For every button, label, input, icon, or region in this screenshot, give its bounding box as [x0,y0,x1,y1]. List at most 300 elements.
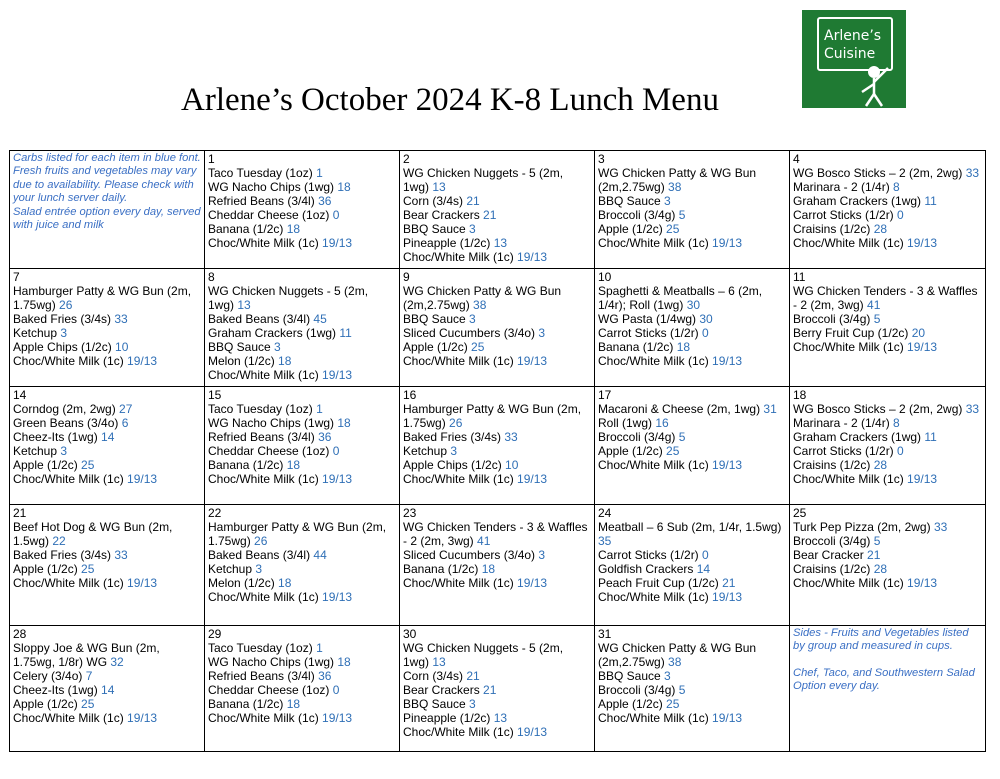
menu-item [13,562,202,576]
day-cell [595,269,790,387]
carb-count: 3 [538,326,546,340]
day-cell [790,151,986,269]
menu-item [208,354,397,368]
menu-item-name: Choc/White Milk (1c) [793,340,908,354]
carb-count: 13 [493,711,508,725]
menu-item-name: Cheez-Its (1wg) [13,430,102,444]
carb-count: 19/13 [322,472,353,486]
menu-item [13,548,202,562]
day-number: 15 [208,388,222,402]
carb-count: 21 [466,194,480,208]
menu-item [403,340,592,354]
menu-item [13,472,202,486]
menu-item-name: Choc/White Milk (1c) [598,711,713,725]
carb-count: 26 [449,416,463,430]
menu-item-name: Refried Beans (3/4l) [208,430,319,444]
carb-count: 11 [339,326,352,340]
menu-item-name: Apple (1/2c) [13,458,82,472]
lunch-menu-calendar [9,150,986,752]
menu-item-name: Marinara - 2 (1/4r) [793,416,894,430]
carb-count: 19/13 [127,472,158,486]
menu-item-name: Beef Hot Dog & WG Bun (2m, 1.5wg) [13,520,173,548]
menu-item [403,222,592,236]
menu-item-name: BBQ Sauce [598,669,665,683]
menu-item-name: Banana (1/2c) [598,340,677,354]
carb-count: 33 [504,430,518,444]
menu-item-name: Choc/White Milk (1c) [208,368,323,382]
carb-count: 20 [911,326,926,340]
menu-item-name: Bear Crackers [403,208,484,222]
day-number: 18 [793,388,807,402]
menu-item [598,548,787,562]
menu-item [403,458,592,472]
carb-count: 19/13 [907,472,938,486]
menu-item [208,444,397,458]
menu-item [13,354,202,368]
carb-count: 13 [432,655,446,669]
day-number: 31 [598,627,612,641]
menu-item-name: Goldfish Crackers [598,562,697,576]
menu-item [13,312,202,326]
carb-count: 41 [477,534,491,548]
menu-item-name: Graham Crackers (1wg) [208,326,340,340]
carb-count: 18 [286,222,301,236]
menu-item-name: Corndog (2m, 2wg) [13,402,120,416]
menu-item-name: Cheddar Cheese (1oz) [208,208,333,222]
menu-item [208,402,397,416]
menu-item-name: Taco Tuesday (1oz) [208,641,317,655]
menu-item-name: Ketchup [208,562,256,576]
day-number: 1 [208,152,215,166]
menu-item-name: WG Chicken Nuggets - 5 (2m, 1wg) [403,166,564,194]
day-number: 16 [403,388,417,402]
day-cell [400,626,595,752]
logo-text-line1: Arlene’s [824,28,882,44]
carb-count: 21 [483,208,497,222]
day-cell [400,505,595,626]
week-row [10,626,986,752]
menu-item [13,326,202,340]
menu-item-name: WG Bosco Sticks – 2 (2m, 2wg) [793,166,966,180]
menu-item [403,354,592,368]
carb-count: 35 [598,534,612,548]
day-number: 17 [598,388,612,402]
menu-item [208,520,397,548]
menu-item [793,472,983,486]
menu-item [793,444,983,458]
menu-item [208,368,397,382]
carb-count: 0 [897,208,904,222]
menu-item-name: WG Chicken Tenders - 3 & Waffles - 2 (2m, 3wg) [793,284,978,312]
carb-count: 21 [483,683,497,697]
carb-count: 19/13 [712,458,743,472]
carb-count: 19/13 [127,711,158,725]
menu-item-name: Bear Crackers [403,683,484,697]
menu-item [403,472,592,486]
menu-item [403,669,592,683]
day-cell [400,269,595,387]
carb-count: 8 [893,180,900,194]
carb-count: 18 [481,562,496,576]
menu-item-name: Choc/White Milk (1c) [598,458,713,472]
menu-item-name: Ketchup [13,326,61,340]
menu-item [793,562,983,576]
menu-item [208,458,397,472]
carb-count: 10 [505,458,519,472]
carb-count: 36 [318,669,332,683]
day-cell [205,269,400,387]
menu-item-name: Berry Fruit Cup (1/2c) [793,326,912,340]
menu-item [598,590,787,604]
menu-item [13,416,202,430]
week-row [10,151,986,269]
carb-count: 33 [965,166,980,180]
carb-count: 18 [286,458,301,472]
menu-item [208,208,397,222]
carb-count: 33 [933,520,948,534]
carb-count: 3 [664,669,671,683]
menu-item [208,562,397,576]
menu-item [793,416,983,430]
carb-count: 13 [432,180,446,194]
menu-item-name: Sliced Cucumbers (3/4o) [403,548,539,562]
menu-item-name: Banana (1/2c) [403,562,482,576]
menu-item [598,354,787,368]
menu-item-name: Choc/White Milk (1c) [403,576,518,590]
menu-item-name: Choc/White Milk (1c) [403,472,518,486]
menu-item-name: Meatball – 6 Sub (2m, 1/4r, 1.5wg) [598,520,782,534]
carb-count: 44 [313,548,327,562]
menu-item-name: WG Nacho Chips (1wg) [208,655,338,669]
carb-count: 3 [664,194,671,208]
menu-item-name: BBQ Sauce [208,340,275,354]
carb-count: 25 [471,340,485,354]
menu-item [793,458,983,472]
menu-item-name: WG Bosco Sticks – 2 (2m, 2wg) [793,402,966,416]
menu-item-name: Craisins (1/2c) [793,222,874,236]
menu-item [403,194,592,208]
menu-item [598,312,787,326]
menu-item-name: Melon (1/2c) [208,576,279,590]
carb-count: 19/13 [517,250,548,264]
carb-count: 5 [678,208,686,222]
carb-count: 3 [450,444,458,458]
carb-count: 38 [473,298,487,312]
carb-count: 19/13 [517,576,548,590]
day-number: 10 [598,270,612,284]
menu-item-name: Choc/White Milk (1c) [793,236,908,250]
menu-item-name: Choc/White Milk (1c) [403,725,518,739]
day-cell [205,387,400,505]
menu-item-name: Graham Crackers (1wg) [793,430,925,444]
menu-item-name: Choc/White Milk (1c) [598,590,713,604]
carb-count: 7 [85,669,93,683]
menu-item [598,166,787,194]
menu-item [598,458,787,472]
menu-item-name: Corn (3/4s) [403,194,467,208]
menu-item-name: Broccoli (3/4g) [793,534,874,548]
carb-count: 38 [668,655,682,669]
menu-item [793,534,983,548]
carb-count: 21 [466,669,480,683]
day-number: 9 [403,270,410,284]
menu-item [403,208,592,222]
menu-item-name: Macaroni & Cheese (2m, 1wg) [598,402,764,416]
menu-item-name: Cheddar Cheese (1oz) [208,683,333,697]
day-number: 29 [208,627,222,641]
day-number: 23 [403,506,417,520]
menu-item-name: Carrot Sticks (1/2r) [793,208,898,222]
week-row [10,387,986,505]
menu-item-name: Marinara - 2 (1/4r) [793,180,894,194]
menu-item [598,236,787,250]
menu-item-name: Broccoli (3/4g) [598,430,679,444]
menu-item-name: Banana (1/2c) [208,222,287,236]
menu-item [598,430,787,444]
day-cell [205,151,400,269]
menu-item-name: Apple (1/2c) [403,340,472,354]
menu-item-name: Cheddar Cheese (1oz) [208,444,333,458]
menu-item-name: Choc/White Milk (1c) [13,576,128,590]
carb-count: 18 [676,340,691,354]
menu-item-name: Broccoli (3/4g) [793,312,874,326]
carb-count: 25 [666,222,680,236]
menu-item [208,590,397,604]
menu-item-name: Craisins (1/2c) [793,458,874,472]
note-text: Chef, Taco, and Southwestern Salad Option every day. [793,666,975,693]
carb-count: 25 [666,444,680,458]
menu-item-name: Craisins (1/2c) [793,562,874,576]
menu-item [403,166,592,194]
menu-item-name: Pineapple (1/2c) [403,236,494,250]
menu-item [403,576,592,590]
carb-count: 28 [873,458,888,472]
menu-item-name: Celery (3/4o) [13,669,86,683]
menu-item-name: WG Pasta (1/4wg) [598,312,700,326]
carb-count: 1 [316,166,323,180]
carb-count: 19/13 [907,340,938,354]
menu-item [598,208,787,222]
menu-item-name: Banana (1/2c) [208,458,287,472]
menu-item-name: Choc/White Milk (1c) [793,576,908,590]
day-number: 4 [793,152,800,166]
carb-count: 28 [873,562,888,576]
menu-item [208,340,397,354]
menu-item-name: Pineapple (1/2c) [403,711,494,725]
carb-count: 18 [337,180,351,194]
carb-count: 10 [115,340,129,354]
carb-count: 14 [101,430,115,444]
menu-item [208,576,397,590]
carb-count: 26 [59,298,73,312]
menu-item-name: Choc/White Milk (1c) [13,354,128,368]
day-cell [595,505,790,626]
carb-count: 5 [678,683,686,697]
carb-count: 21 [722,576,736,590]
menu-item [403,725,592,739]
menu-item [13,284,202,312]
carb-count: 19/13 [712,590,743,604]
carb-count: 11 [924,194,937,208]
day-cell [205,626,400,752]
carb-count: 21 [867,548,881,562]
carb-count: 3 [469,312,476,326]
carb-count: 19/13 [322,368,353,382]
carb-count: 25 [81,697,95,711]
menu-item-name: Ketchup [403,444,451,458]
menu-item [208,312,397,326]
menu-item [598,402,787,416]
day-cell [10,505,205,626]
menu-item [208,711,397,725]
day-number: 3 [598,152,605,166]
menu-item [403,697,592,711]
menu-item [403,250,592,264]
menu-item-name: BBQ Sauce [403,222,470,236]
carb-count: 38 [668,180,682,194]
menu-item-name: Cheez-Its (1wg) [13,683,102,697]
carb-count: 0 [702,326,709,340]
week-row [10,269,986,387]
day-cell [790,269,986,387]
carb-count: 0 [332,208,340,222]
menu-item-name: Apple (1/2c) [13,697,82,711]
day-cell [790,387,986,505]
carb-count: 19/13 [907,576,938,590]
menu-item [208,669,397,683]
menu-item-name: Choc/White Milk (1c) [208,472,323,486]
carb-count: 19/13 [907,236,938,250]
carb-count: 26 [254,534,268,548]
carb-count: 18 [337,416,351,430]
day-number: 21 [13,506,27,520]
menu-item-name: WG Chicken Patty & WG Bun (2m,2.75wg) [403,284,562,312]
menu-item-name: Turk Pep Pizza (2m, 2wg) [793,520,934,534]
menu-item [13,430,202,444]
menu-item [793,576,983,590]
carb-count: 14 [696,562,711,576]
menu-item [793,430,983,444]
carb-count: 1 [316,641,323,655]
menu-item-name: Apple Chips (1/2c) [13,340,116,354]
menu-item [793,208,983,222]
menu-item [208,166,397,180]
menu-item [13,669,202,683]
carb-count: 19/13 [127,354,158,368]
menu-item-name: Choc/White Milk (1c) [598,354,713,368]
menu-item-name: WG Chicken Patty & WG Bun (2m,2.75wg) [598,166,757,194]
carb-count: 18 [278,576,292,590]
day-number: 28 [13,627,27,641]
menu-item-name: BBQ Sauce [598,194,665,208]
day-cell [10,626,205,752]
menu-item [793,312,983,326]
note-text: Carbs listed for each item in blue font. Fresh fruits and vegetables may vary due to availability. Please check with your lunch server daily. [13,152,201,205]
carb-count: 25 [81,562,95,576]
menu-item [208,548,397,562]
menu-item-name: Broccoli (3/4g) [598,683,679,697]
menu-item [208,194,397,208]
menu-item [13,340,202,354]
menu-item-name: Choc/White Milk (1c) [208,236,323,250]
menu-item [793,284,983,312]
carb-count: 0 [897,444,904,458]
day-number: 24 [598,506,612,520]
menu-item [208,430,397,444]
carb-count: 28 [873,222,888,236]
note-text: Salad entrée option every day, served with juice and milk [13,205,201,232]
menu-item-name: Carrot Sticks (1/2r) [793,444,898,458]
menu-item [598,641,787,669]
menu-item-name: BBQ Sauce [403,312,470,326]
carb-count: 3 [255,562,263,576]
carb-count: 0 [332,444,340,458]
menu-item-name: Green Beans (3/4o) [13,416,122,430]
menu-item-name: Hamburger Patty & WG Bun (2m, 1.75wg) [13,284,192,312]
day-cell [790,505,986,626]
menu-item [598,194,787,208]
day-number: 14 [13,388,27,402]
menu-item [13,520,202,548]
menu-item [403,520,592,548]
day-cell [595,151,790,269]
menu-item-name: Apple Chips (1/2c) [403,458,506,472]
carb-count: 19/13 [712,711,743,725]
carb-count: 3 [60,444,68,458]
menu-item-name: Choc/White Milk (1c) [403,250,518,264]
menu-item [793,180,983,194]
carb-count: 19/13 [517,725,548,739]
carb-count: 19/13 [517,472,548,486]
menu-item-name: Melon (1/2c) [208,354,279,368]
menu-item [793,548,983,562]
carb-count: 3 [469,697,476,711]
week-row [10,505,986,626]
carb-count: 3 [469,222,476,236]
carb-count: 36 [318,430,332,444]
carb-count: 3 [538,548,546,562]
menu-item-name: Baked Fries (3/4s) [13,312,115,326]
menu-item-name: Carrot Sticks (1/2r) [598,548,703,562]
carb-count: 0 [702,548,709,562]
menu-item [13,697,202,711]
carb-count: 5 [678,430,686,444]
menu-item-name: Baked Beans (3/4l) [208,312,314,326]
carb-count: 19/13 [712,354,743,368]
menu-item [793,340,983,354]
carb-count: 19/13 [712,236,743,250]
day-number: 8 [208,270,215,284]
menu-item-name: Choc/White Milk (1c) [13,472,128,486]
carb-count: 41 [867,298,881,312]
day-number: 22 [208,506,222,520]
menu-item-name: Peach Fruit Cup (1/2c) [598,576,723,590]
carb-count: 13 [237,298,251,312]
menu-item [13,576,202,590]
menu-item [598,669,787,683]
menu-item [208,222,397,236]
carb-count: 13 [493,236,508,250]
menu-item [598,416,787,430]
carb-count: 19/13 [322,711,353,725]
menu-item [403,641,592,669]
menu-item-name: WG Nacho Chips (1wg) [208,416,338,430]
menu-item [403,326,592,340]
day-number: 7 [13,270,20,284]
menu-item-name: BBQ Sauce [403,697,470,711]
carb-count: 0 [332,683,340,697]
menu-item-name: WG Nacho Chips (1wg) [208,180,338,194]
